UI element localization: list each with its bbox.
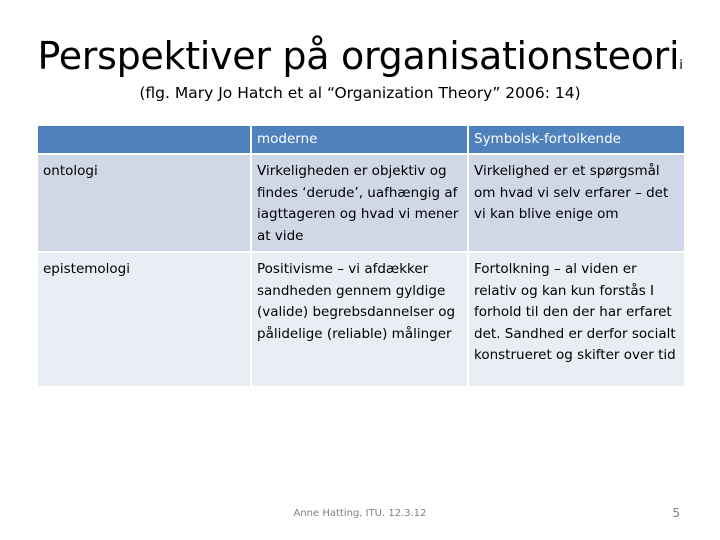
- slide-title: [0, 34, 720, 78]
- title-text: Perspektiver på organisationsteori: [37, 34, 680, 78]
- comparison-table: [38, 126, 684, 386]
- cell-epistemologi-symbolsk: Fortolkning – al viden er relativ og kan kun forstås I forhold til den der har erfaret det. Sandhed er derfor socialt konstrueret og skifter over tid: [468, 252, 684, 386]
- page-number: 5: [672, 506, 680, 520]
- row-label-ontologi: ontologi: [38, 154, 251, 252]
- cell-ontologi-symbolsk: Virkelighed er et spørgsmål om hvad vi selv erfarer – det vi kan blive enige om: [468, 154, 684, 252]
- header-moderne: moderne: [251, 126, 468, 154]
- table-row-ontologi: [38, 154, 684, 252]
- row-label-epistemologi: epistemologi: [38, 252, 251, 386]
- footer-text: Anne Hatting, ITU. 12.3.12: [293, 508, 427, 519]
- table-row-epistemologi: [38, 252, 684, 386]
- header-symbolsk-fortolkende: Symbolsk-fortolkende: [468, 126, 684, 154]
- title-suffix: i: [679, 58, 683, 73]
- cell-epistemologi-moderne: Positivisme – vi afdækker sandheden gennem gyldige (valide) begrebsdannelser og pålidelige (reliable) målinger: [251, 252, 468, 386]
- header-empty-cell: [38, 126, 251, 154]
- cell-ontologi-moderne: Virkeligheden er objektiv og findes ‘derude’, uafhængig af iagttageren og hvad vi mener at vide: [251, 154, 468, 252]
- slide-subtitle: (flg. Mary Jo Hatch et al “Organization Theory” 2006: 14): [139, 84, 581, 102]
- table-header-row: [38, 126, 684, 154]
